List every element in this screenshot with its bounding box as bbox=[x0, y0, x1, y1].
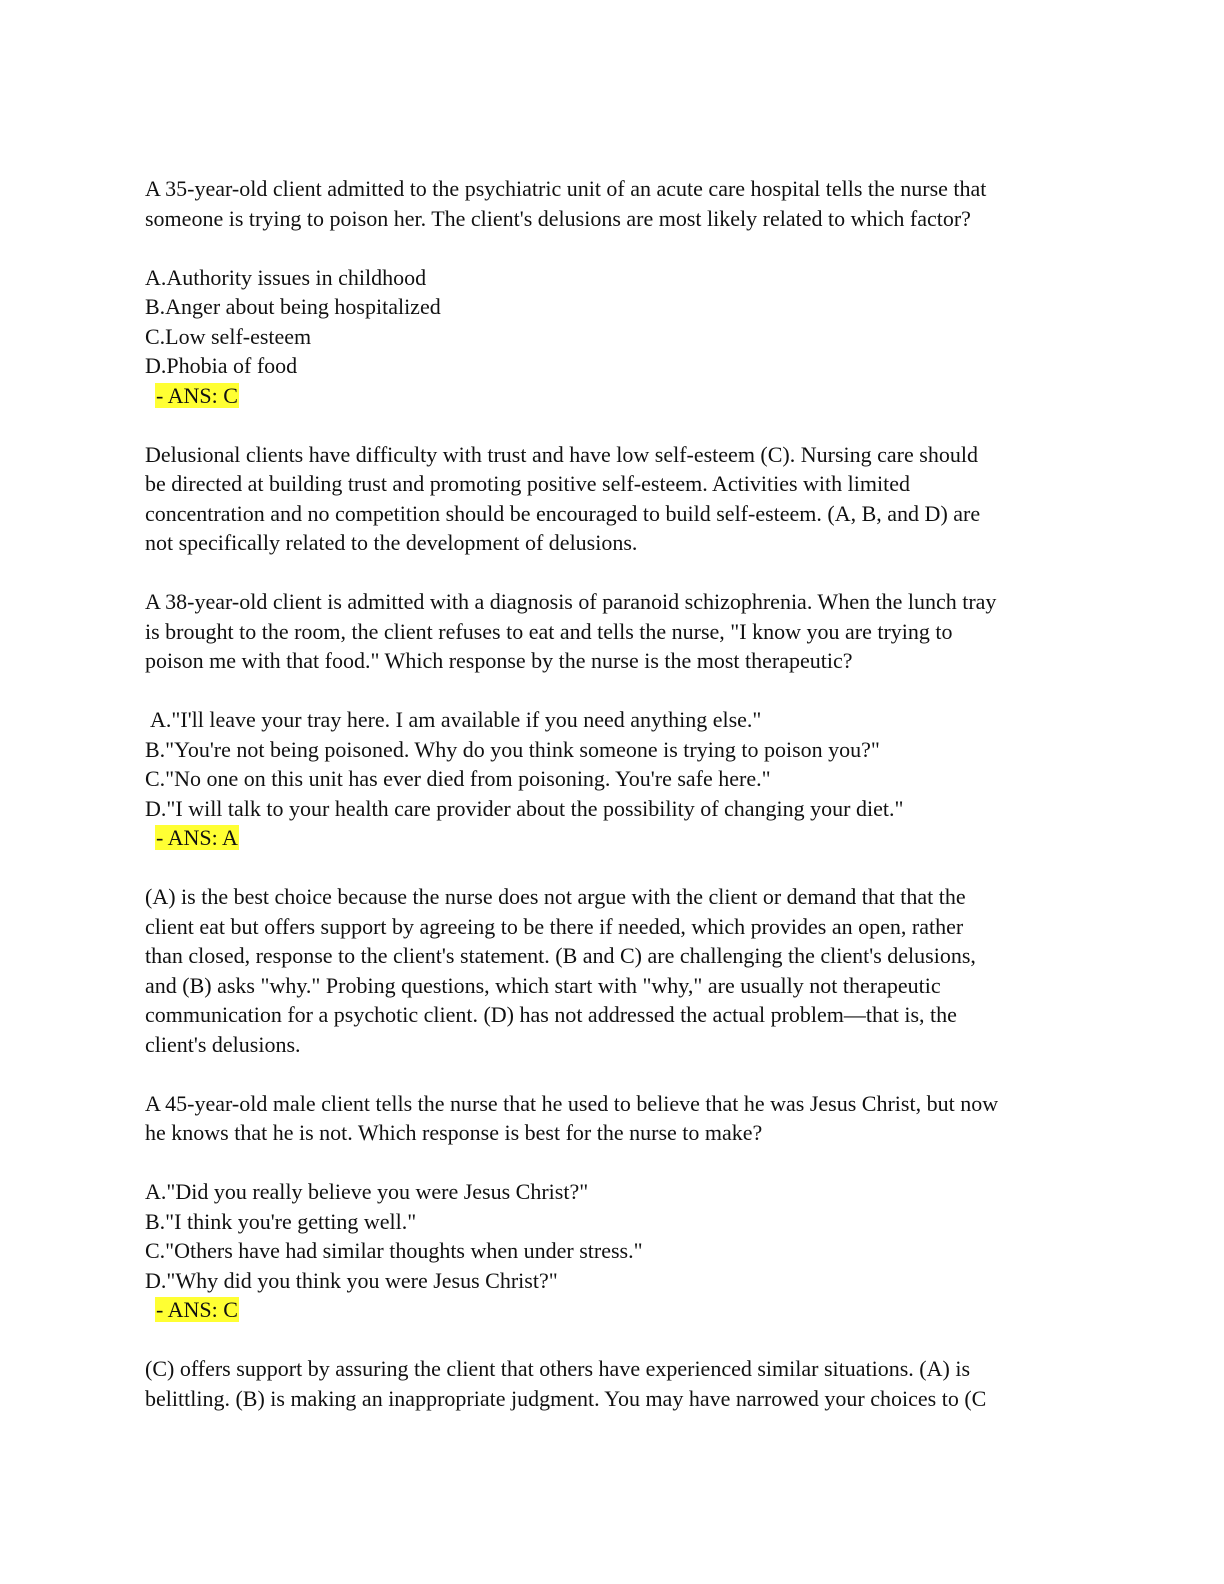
option-list bbox=[145, 263, 1075, 411]
answer-highlight: - ANS: A bbox=[156, 825, 238, 850]
option-item: C."No one on this unit has ever died from poisoning. You're safe here." bbox=[145, 766, 771, 791]
rationale-line: Delusional clients have difficulty with trust and have low self-esteem (C). Nursing care should bbox=[145, 441, 978, 467]
stem-line: A 38-year-old client is admitted with a diagnosis of paranoid schizophrenia. When the lunch tray bbox=[145, 589, 997, 614]
rationale-line: not specifically related to the development of delusions. bbox=[145, 530, 638, 555]
stem-line: someone is trying to poison her. The client's delusions are most likely related to which factor? bbox=[145, 205, 971, 231]
option-list bbox=[145, 705, 1075, 853]
option-item: D.Phobia of food bbox=[145, 353, 298, 378]
rationale bbox=[145, 1354, 1075, 1413]
option-item: C.Low self-esteem bbox=[145, 323, 312, 349]
rationale-line: than closed, response to the client's statement. (B and C) are challenging the client's delusions, bbox=[145, 943, 976, 968]
rationale bbox=[145, 440, 1075, 558]
option-item: D."Why did you think you were Jesus Christ?" bbox=[145, 1267, 558, 1293]
rationale bbox=[145, 882, 1075, 1059]
rationale-line: client's delusions. bbox=[145, 1031, 301, 1057]
rationale-line: and (B) asks "why." Probing questions, which start with "why," are usually not therapeutic bbox=[145, 972, 941, 998]
rationale-line: belittling. (B) is making an inappropriate judgment. You may have narrowed your choices to (C bbox=[145, 1385, 987, 1411]
stem-line: A 45-year-old male client tells the nurse that he used to believe that he was Jesus Christ, but now bbox=[145, 1090, 999, 1116]
option-item: D."I will talk to your health care provider about the possibility of changing your diet." bbox=[145, 795, 904, 821]
question-stem bbox=[145, 174, 1075, 233]
rationale-line: be directed at building trust and promoting positive self-esteem. Activities with limited bbox=[145, 471, 910, 496]
option-item: A.Authority issues in childhood bbox=[145, 264, 427, 290]
option-item: B."I think you're getting well." bbox=[145, 1208, 417, 1234]
option-item: C."Others have had similar thoughts when under stress." bbox=[145, 1238, 643, 1263]
stem-line: poison me with that food." Which response by the nurse is the most therapeutic? bbox=[145, 648, 853, 673]
question-stem bbox=[145, 587, 1075, 676]
stem-line: is brought to the room, the client refuses to eat and tells the nurse, "I know you are trying to bbox=[145, 618, 953, 644]
option-item: B."You're not being poisoned. Why do you think someone is trying to poison you?" bbox=[145, 736, 880, 762]
document-page bbox=[145, 174, 1075, 1413]
rationale-line: (A) is the best choice because the nurse does not argue with the client or demand that that the bbox=[145, 884, 966, 909]
stem-line: he knows that he is not. Which response is best for the nurse to make? bbox=[145, 1120, 763, 1145]
option-item: B.Anger about being hospitalized bbox=[145, 294, 441, 319]
option-list bbox=[145, 1177, 1075, 1325]
stem-line: A 35-year-old client admitted to the psychiatric unit of an acute care hospital tells the nurse that bbox=[145, 176, 987, 201]
option-item: A."Did you really believe you were Jesus Christ?" bbox=[145, 1179, 589, 1204]
option-item: A."I'll leave your tray here. I am available if you need anything else." bbox=[150, 707, 762, 732]
rationale-line: client eat but offers support by agreeing to be there if needed, which provides an open, rather bbox=[145, 913, 964, 939]
answer-highlight: - ANS: C bbox=[156, 1297, 238, 1322]
answer-highlight: - ANS: C bbox=[156, 382, 238, 408]
question-stem bbox=[145, 1089, 1075, 1148]
rationale-line: concentration and no competition should be encouraged to build self-esteem. (A, B, and D) are bbox=[145, 500, 981, 526]
rationale-line: (C) offers support by assuring the client that others have experienced similar situations. (A) is bbox=[145, 1356, 970, 1381]
rationale-line: communication for a psychotic client. (D) has not addressed the actual problem—that is, the bbox=[145, 1002, 957, 1027]
